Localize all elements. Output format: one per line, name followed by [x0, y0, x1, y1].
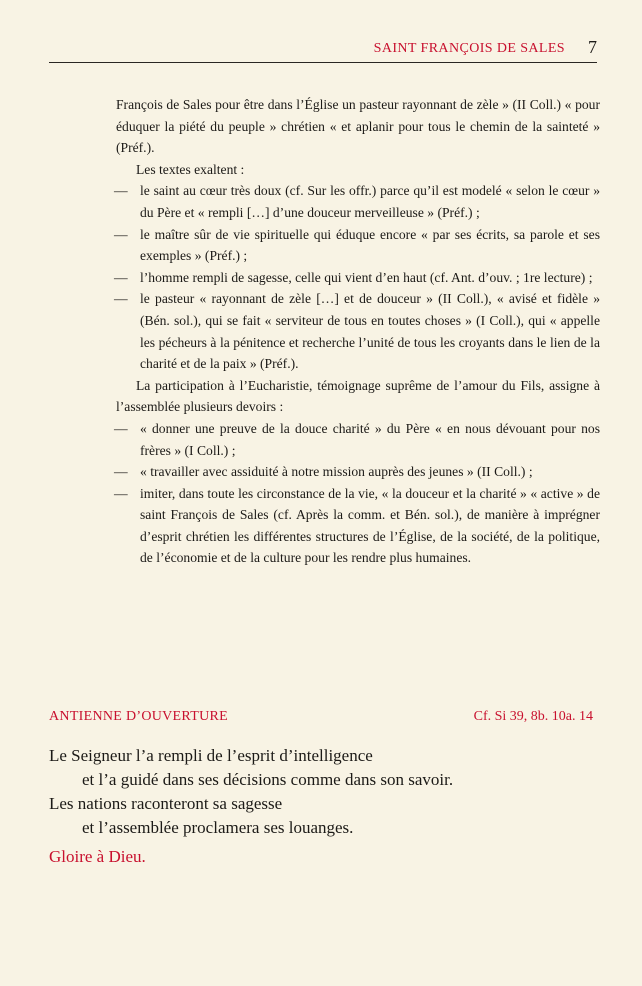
- paragraph: Les textes exaltent :: [136, 161, 245, 177]
- scripture-reference: Cf. Si 39, 8b. 10a. 14: [473, 709, 593, 724]
- list-item: — « donner une preuve de la douce charité » du Père « en nous dévouant pour nos frères » (I Coll.) ;: [116, 418, 600, 461]
- antiphon-line: Le Seigneur l’a rempli de l’esprit d’intelligence: [49, 746, 373, 765]
- running-title: SAINT FRANÇOIS DE SALES: [373, 41, 565, 56]
- antiphon-line: et l’assemblée proclamera ses louanges.: [82, 818, 354, 837]
- antiphon-line: et l’a guidé dans ses décisions comme dans son savoir.: [82, 770, 454, 789]
- section-label: ANTIENNE D’OUVERTURE: [49, 709, 228, 724]
- list-item: — « travailler avec assiduité à notre mission auprès des jeunes » (II Coll.) ;: [116, 461, 600, 483]
- dash-marker: —: [114, 464, 128, 480]
- dash-marker: —: [114, 291, 128, 307]
- antiphon-line: Les nations raconteront sa sagesse: [49, 794, 283, 813]
- list-item: — le maître sûr de vie spirituelle qui éduque encore « par ses écrits, sa parole et ses exemples » (Préf.) ;: [116, 224, 600, 267]
- dash-marker: —: [114, 226, 128, 242]
- list-item: — le saint au cœur très doux (cf. Sur les offr.) parce qu’il est modelé « selon le cœur » du Père et « rempli […] d’une douceur merveilleuse » (Préf.) ;: [116, 180, 600, 223]
- running-header: [49, 38, 597, 63]
- gloria-rubric: Gloire à Dieu.: [49, 847, 146, 866]
- list-item: — l’homme rempli de sagesse, celle qui vient d’en haut (cf. Ant. d’ouv. ; 1re lecture) ;: [116, 267, 600, 289]
- dash-marker: —: [114, 485, 128, 501]
- commentary-text: [116, 94, 600, 569]
- antiphon-text: [49, 744, 609, 840]
- list-item: — le pasteur « rayonnant de zèle […] et de douceur » (II Coll.), « avisé et fidèle » (Bén. sol.), qui se fait « serviteur de tous en toutes choses » (I Coll.), qui « appelle les pécheurs à la pénitence et recherche l’unité de tous les croyants dans le lien de la charité et de la paix » (Préf.).: [116, 288, 600, 374]
- dash-marker: —: [114, 420, 128, 436]
- dash-marker: —: [114, 269, 128, 285]
- paragraph: La participation à l’Eucharistie, témoignage suprême de l’amour du Fils, assigne à l’assemblée plusieurs devoirs :: [116, 377, 600, 415]
- paragraph: François de Sales pour être dans l’Église un pasteur rayonnant de zèle » (II Coll.) « pour éduquer la piété du peuple » chrétien « et aplanir pour tous le chemin de la sainteté » (Préf.).: [116, 97, 600, 156]
- page-number: 7: [588, 37, 597, 57]
- dash-marker: —: [114, 183, 128, 199]
- list-item: — imiter, dans toute les circonstance de la vie, « la douceur et la charité » « active » de saint François de Sales (cf. Après la comm. et Bén. sol.), de manière à imprégner d’esprit chrétien les différentes structures de l’Église, de la société, de la politique, de l’économie et de la culture pour les rendre plus humaines.: [116, 483, 600, 569]
